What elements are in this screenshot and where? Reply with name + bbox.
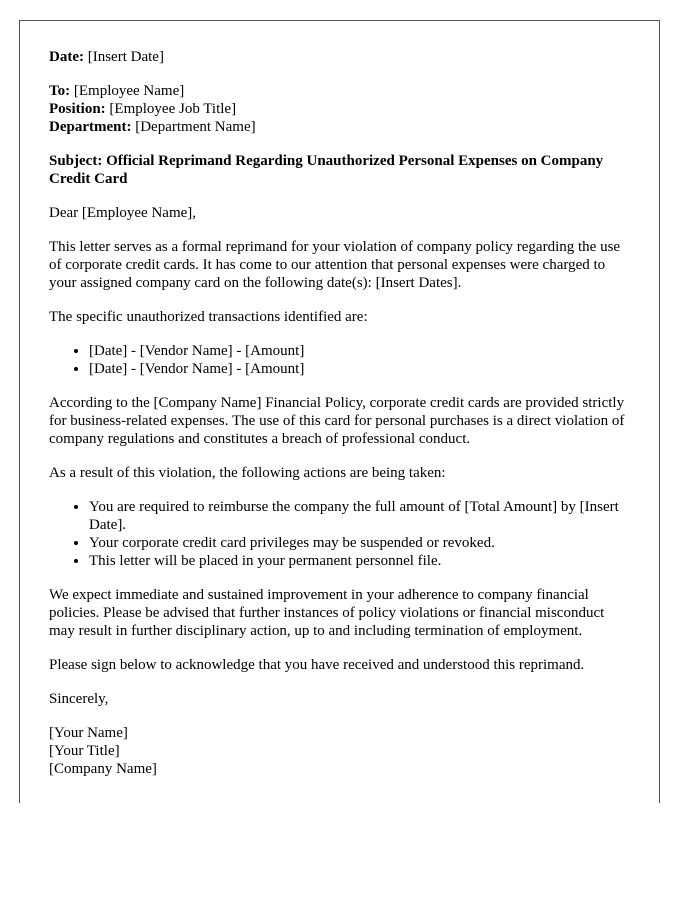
position-value: [Employee Job Title] bbox=[105, 101, 237, 117]
position-label: Position: bbox=[49, 101, 106, 117]
policy-paragraph: According to the [Company Name] Financial Policy, corporate credit cards are provided strictly for business-related expenses. The use of this card for personal purchases is a direct violation of company regulations and constitutes a breach of professional conduct. bbox=[49, 395, 625, 447]
list-item: • You are required to reimburse the company the full amount of [Total Amount] by [Insert Date]. bbox=[89, 498, 630, 534]
list-item: • This letter will be placed in your permanent personnel file. bbox=[89, 552, 630, 570]
signature-block bbox=[49, 724, 630, 778]
department-line bbox=[49, 118, 630, 136]
sender-name: [Your Name] bbox=[49, 725, 128, 741]
department-label: Department: bbox=[49, 119, 132, 135]
to-value: [Employee Name] bbox=[70, 83, 185, 99]
sender-company: [Company Name] bbox=[49, 761, 157, 777]
transactions-list bbox=[49, 342, 630, 378]
recipient-block bbox=[49, 82, 630, 136]
position-line bbox=[49, 100, 630, 118]
actions-list bbox=[49, 498, 630, 570]
transactions-intro: The specific unauthorized transactions identified are: bbox=[49, 309, 368, 325]
to-line bbox=[49, 82, 630, 100]
signoff: Sincerely, bbox=[49, 691, 109, 707]
sender-title: [Your Title] bbox=[49, 743, 120, 759]
list-item: • [Date] - [Vendor Name] - [Amount] bbox=[89, 360, 630, 378]
to-label: To: bbox=[49, 83, 71, 99]
department-value: [Department Name] bbox=[131, 119, 256, 135]
date-label: Date: bbox=[49, 49, 84, 65]
intro-paragraph: This letter serves as a formal reprimand for your violation of company policy regarding the use of corporate credit cards. It has come to our attention that personal expenses were charged to your assigned company card on the following date(s): [Insert Dates]. bbox=[49, 239, 621, 291]
list-item: • Your corporate credit card privileges may be suspended or revoked. bbox=[89, 534, 630, 552]
letter-document bbox=[19, 20, 660, 803]
salutation: Dear [Employee Name], bbox=[49, 205, 197, 221]
list-item: • [Date] - [Vendor Name] - [Amount] bbox=[89, 342, 630, 360]
actions-intro: As a result of this violation, the following actions are being taken: bbox=[49, 465, 446, 481]
date-value: [Insert Date] bbox=[83, 49, 164, 65]
date-line bbox=[49, 48, 630, 66]
expectation-paragraph: We expect immediate and sustained improvement in your adherence to company financial policies. Please be advised that further instances of policy violations or financial misconduct may result in further disciplinary action, up to and including termination of employment. bbox=[49, 587, 605, 639]
acknowledge-paragraph: Please sign below to acknowledge that you have received and understood this reprimand. bbox=[49, 657, 585, 673]
subject-line: Subject: Official Reprimand Regarding Unauthorized Personal Expenses on Company Credit Card bbox=[49, 153, 604, 187]
